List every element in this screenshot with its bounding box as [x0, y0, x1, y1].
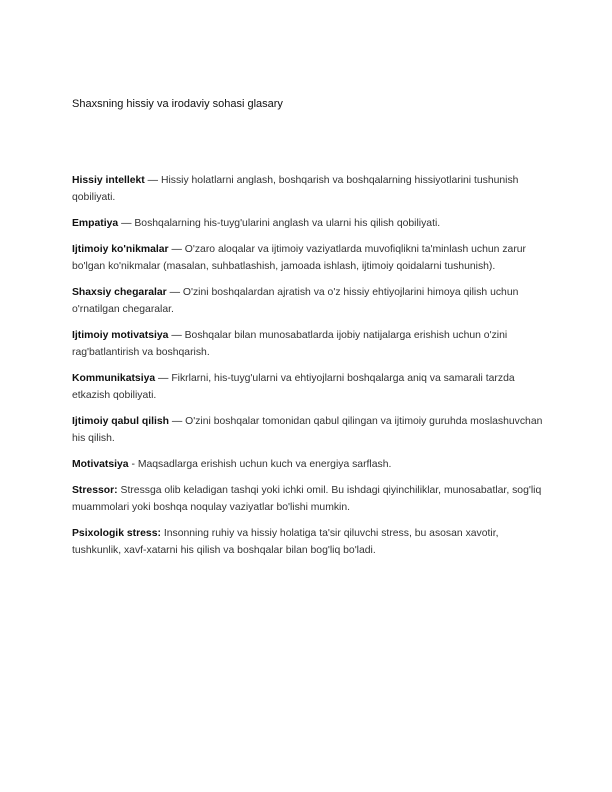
glossary-term: Kommunikatsiya	[72, 373, 156, 384]
glossary-definition: O'zini boshqalardan ajratish va o'z hissiy ehtiyojlarini himoya qilish uchun o'rnatilgan chegaralar.	[72, 287, 519, 315]
glossary-entry	[72, 413, 548, 447]
glossary-definition: Fikrlarni, his-tuyg'ularni va ehtiyojlarni boshqalarga aniq va samarali tarzda etkazish qobiliyati.	[72, 373, 515, 401]
glossary-separator: —	[169, 416, 186, 427]
glossary-definition: Boshqalarning his-tuyg'ularini anglash va ularni his qilish qobiliyati.	[134, 218, 441, 229]
glossary-term: Empatiya	[72, 218, 119, 229]
glossary-definition: Insonning ruhiy va hissiy holatiga ta'sir qiluvchi stress, bu asosan xavotir, tushkunlik, xavf-xatarni his qilish va boshqalar bilan bog'liq bo'ladi.	[72, 528, 499, 556]
glossary-entry	[72, 172, 548, 206]
glossary-entry	[72, 215, 548, 232]
glossary-entry	[72, 284, 548, 318]
glossary-definition: O'zini boshqalar tomonidan qabul qilingan va ijtimoiy guruhda moslashuvchan his qilish.	[72, 416, 543, 444]
glossary-entry	[72, 456, 548, 473]
document-title: Shaxsning hissiy va irodaviy sohasi glasary	[72, 98, 283, 110]
glossary-entry	[72, 241, 548, 275]
glossary-term: Ijtimoiy ko'nikmalar	[72, 244, 169, 255]
glossary-separator: -	[128, 459, 138, 470]
glossary-separator: —	[118, 218, 135, 229]
glossary-definition: Hissiy holatlarni anglash, boshqarish va boshqalarning hissiyotlarini tushunish qobiliyati.	[72, 175, 519, 203]
glossary-term: Ijtimoiy motivatsiya	[72, 330, 169, 341]
glossary-term: Stressor:	[72, 485, 118, 496]
glossary-entry	[72, 327, 548, 361]
glossary-term: Hissiy intellekt	[72, 175, 145, 186]
glossary-separator: —	[155, 373, 172, 384]
glossary-term: Ijtimoiy qabul qilish	[72, 416, 169, 427]
glossary-definition: O'zaro aloqalar va ijtimoiy vaziyatlarda muvofiqlikni ta'minlash uchun zarur bo'lgan ko'nikmalar (masalan, suhbatlashish, jamoada ishlash, ijtimoiy qoidalarni tushunish).	[72, 244, 527, 272]
glossary-entry	[72, 370, 548, 404]
glossary-separator: —	[166, 287, 183, 298]
glossary-separator: —	[168, 244, 185, 255]
glossary-separator: —	[168, 330, 185, 341]
glossary-term: Motivatsiya	[72, 459, 129, 470]
glossary-entry	[72, 525, 548, 559]
glossary-definition: Stressga olib keladigan tashqi yoki ichki omil. Bu ishdagi qiyinchiliklar, munosabatlar, sog'liq muammolari yoki boshqa noqulay vaziyatlar bo'lishi mumkin.	[72, 485, 542, 513]
glossary-term: Shaxsiy chegaralar	[72, 287, 167, 298]
glossary-definition: Maqsadlarga erishish uchun kuch va energiya sarflash.	[137, 459, 392, 470]
glossary-list	[72, 172, 548, 568]
glossary-term: Psixologik stress:	[72, 528, 161, 539]
glossary-separator: —	[144, 175, 161, 186]
glossary-definition: Boshqalar bilan munosabatlarda ijobiy natijalarga erishish uchun o'zini rag'batlantirish va boshqarish.	[72, 330, 508, 358]
glossary-entry	[72, 482, 548, 516]
